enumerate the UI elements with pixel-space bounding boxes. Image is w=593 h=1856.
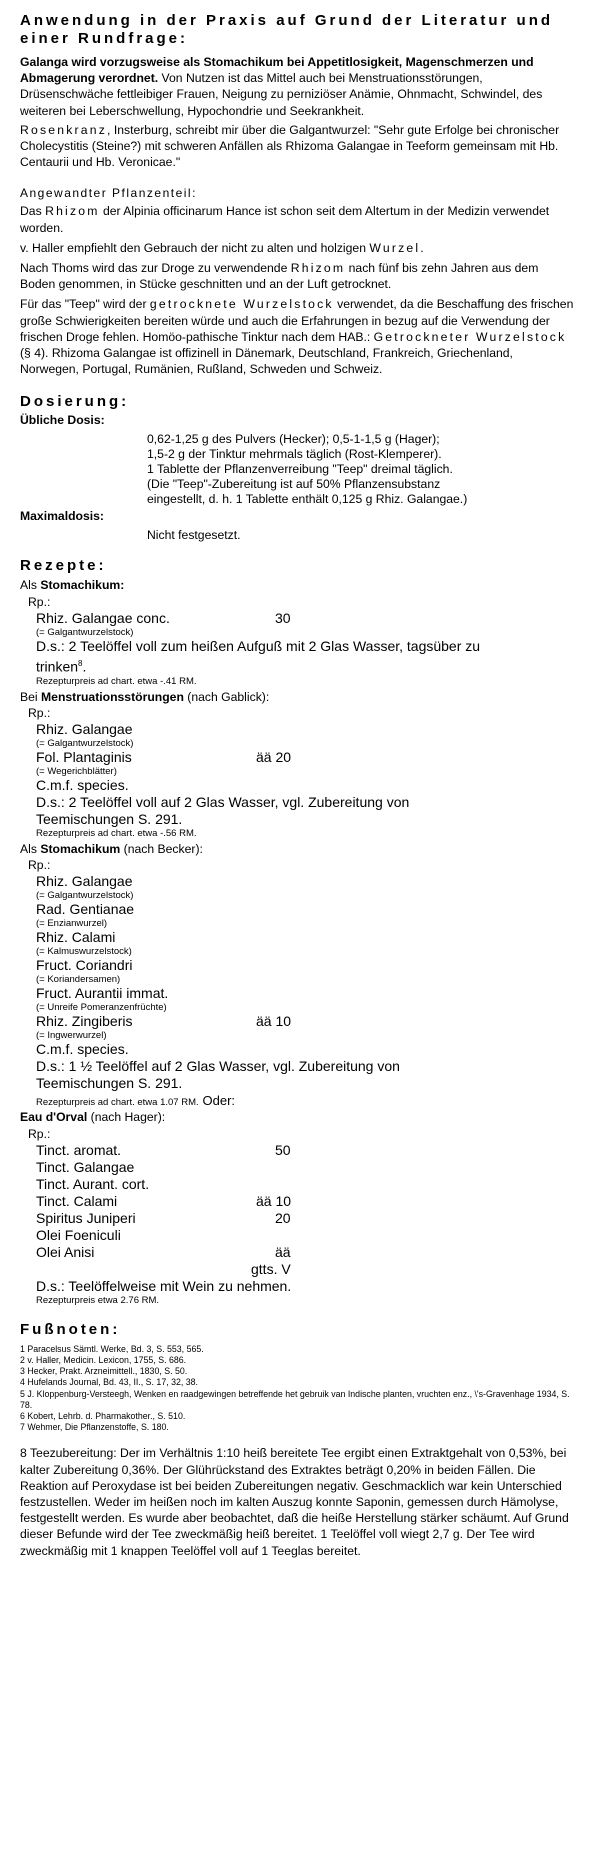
oder-label: Oder: <box>202 1093 236 1109</box>
directions: D.s.: 1 ½ Teelöffel auf 2 Glas Wasser, vgl. Zubereitung von <box>36 1058 400 1075</box>
footnote: 5 J. Kloppenburg-Versteegh, Wenken en raadgewingen betreffende het gebruik van Indische planten, vruchten enz., \'s-Gravenhage 1934, S. 78. <box>20 1388 570 1410</box>
ingredient-name: Olei Foeniculi <box>36 1226 121 1243</box>
directions-cont <box>36 655 575 676</box>
footnote: 3 Hecker, Prakt. Arzneimittell., 1830, S. 50. <box>20 1366 188 1377</box>
directions-cont: Teemischungen S. 291. <box>36 1075 183 1092</box>
ingredient-amount: ää 10 <box>256 1013 292 1030</box>
ingredient-name: Rhiz. Galangae conc. <box>36 609 170 626</box>
ingredient <box>36 749 575 766</box>
ingredient-name: Fruct. Coriandri <box>36 957 133 974</box>
ingredient <box>36 610 575 627</box>
directions-cont: Teemischungen S. 291. <box>36 810 183 827</box>
dose-line: 1 Tablette der Pflanzenverreibung "Teep" dreimal täglich. <box>147 462 453 477</box>
intro-bold-lead: Galanga wird vorzugsweise als Stomachikum bei Appetitlosigkeit, Magenschmerzen und Abmagerung verordnet. <box>20 55 534 86</box>
ingredient-translation: (= Galgantwurzelstock) <box>36 737 134 749</box>
recipe-price: Rezepturpreis ad chart. etwa -.41 RM. <box>36 675 197 687</box>
directions: D.s.: 2 Teelöffel voll auf 2 Glas Wasser, vgl. Zubereitung von <box>36 793 410 810</box>
ingredient-amount: 30 <box>275 609 291 626</box>
text: Für das "Teep" wird der <box>20 297 150 312</box>
rosenkranz-text: , Insterburg, schreibt mir über die Galgantwurzel: "Sehr gute Erfolge bei chronischer Cholecystitis (Steine?) mit schweren Anfällen als Rhizoma Galangae in Teeform gemeinsam mit Hb. Centaurii und Hb. Veronicae." <box>20 122 560 170</box>
ingredient-name: Rhiz. Galangae <box>36 873 133 890</box>
ingredient <box>36 1244 575 1261</box>
recipe-title: Stomachikum: <box>40 578 125 593</box>
text: der Alpinia officinarum Hance ist schon seit dem Altertum in der Medizin verwendet worden. <box>20 204 550 235</box>
spaced-term: Rhizom <box>290 261 346 276</box>
ingredient-amount: 50 <box>275 1141 291 1158</box>
dose-line: (Die "Teep"-Zubereitung ist auf 50% Pflanzensubstanz <box>147 477 441 492</box>
footnotes-section <box>20 1321 575 1559</box>
dose-line: eingestellt, d. h. 1 Tablette enthält 0,125 g Rhiz. Galangae.) <box>147 492 468 507</box>
intro-paragraph <box>20 54 575 119</box>
plant-part-heading: Angewandter Pflanzenteil: <box>20 186 197 201</box>
footnote-ref: 8 <box>78 658 83 668</box>
compounding-instruction: C.m.f. species. <box>36 776 129 793</box>
ingredient-translation: (= Koriandersamen) <box>36 974 121 986</box>
compounding-instruction: C.m.f. species. <box>36 1041 129 1058</box>
ingredient-translation: (= Wegerichblätter) <box>36 765 117 777</box>
plant-part-p1 <box>20 203 575 235</box>
recipes-heading: Rezepte: <box>20 557 107 575</box>
ingredient-translation: (= Enzianwurzel) <box>36 918 108 930</box>
rosenkranz-name: Rosenkranz <box>20 122 108 137</box>
text: v. Haller empfiehlt den Gebrauch der nicht zu alten und holzigen <box>20 240 370 255</box>
text: (nach Hager): <box>87 1110 166 1125</box>
rosenkranz-paragraph <box>20 122 575 171</box>
price-line <box>36 1092 575 1109</box>
directions: D.s.: Teelöffelweise mit Wein zu nehmen. <box>36 1277 292 1294</box>
footnote-8: 8 Teezubereitung: Der im Verhältnis 1:10 heiß bereitete Tee ergibt einen Extraktgehalt von 0,53%, bei kalter Zubereitung 0,36%. Der Glührückstand des Extraktes beträgt 0,20% in beiden Fällen. Die Reaktion auf Peroxydase ist bei beiden Zubereitungen negativ. Geschmacklich war kein Unterschied festzustellen. Weder im heißen noch im kalten Auszug konnte Saponin, gemessen durch Hämolyse, festgestellt werden. Es wurde aber beobachtet, daß die heiße Herstellung stärker schäumt. Auf Grund dieser Befunde wird der Tee zweckmäßig heiß bereitet. 1 Teelöffel voll wiegt 2,7 g. Der Tee wird zweckmäßig mit 1 knappen Teelöffel voll auf 1 Teeglas bereitet. <box>20 1446 569 1558</box>
ingredient-name: Rhiz. Zingiberis <box>36 1013 133 1030</box>
ingredient-amount: ää <box>275 1243 291 1260</box>
ingredient-translation: (= Galgantwurzelstock) <box>36 626 134 638</box>
ingredient-name: Rhiz. Galangae <box>36 720 133 737</box>
text: Als <box>20 841 41 856</box>
intro-section <box>20 12 575 170</box>
gtts-line <box>36 1261 575 1278</box>
rp-label: Rp.: <box>28 594 51 609</box>
footnote: 1 Paracelsus Sämtl. Werke, Bd. 3, S. 553, 565. <box>20 1343 204 1354</box>
ingredient-name: Spiritus Juniperi <box>36 1209 136 1226</box>
plant-part-p4 <box>20 296 575 377</box>
footnote-list <box>20 1344 575 1434</box>
rp-label: Rp.: <box>28 705 51 720</box>
recipe-stomachikum-1 <box>20 577 575 687</box>
ingredient-name: Tinct. Aurant. cort. <box>36 1175 150 1192</box>
footnote: 6 Kobert, Lehrb. d. Pharmakother., S. 510. <box>20 1410 186 1421</box>
ingredient-translation: (= Ingwerwurzel) <box>36 1030 107 1042</box>
rp-label: Rp.: <box>28 1126 51 1141</box>
recipe-body <box>20 705 575 840</box>
dosage-heading: Dosierung: <box>20 393 130 411</box>
ingredient <box>36 1013 575 1030</box>
ingredient-amount: ää 20 <box>256 748 292 765</box>
ingredient-name: Fruct. Aurantii immat. <box>36 985 169 1002</box>
spaced-term: getrocknete Wurzelstock <box>149 297 334 312</box>
usual-dose <box>20 413 575 543</box>
ingredient-translation: (= Kalmuswurzelstock) <box>36 946 132 958</box>
ingredient-name: Olei Anisi <box>36 1243 95 1260</box>
ingredient <box>36 1142 575 1159</box>
spaced-term: Rhizom <box>45 204 100 219</box>
ingredient-name: Tinct. Galangae <box>36 1158 135 1175</box>
text: Nach Thoms wird das zur Droge zu verwendende <box>20 261 291 276</box>
text: Das <box>20 204 46 219</box>
ingredient-name: Rad. Gentianae <box>36 901 135 918</box>
ingredient <box>36 1193 575 1210</box>
footnotes-heading: Fußnoten: <box>20 1320 121 1338</box>
dosage-section <box>20 393 575 543</box>
spaced-term: Wurzel <box>369 240 421 255</box>
footnote: 7 Wehmer, Die Pflanzenstoffe, S. 180. <box>20 1422 169 1433</box>
intro-text: Von Nutzen ist das Mittel auch bei Menstruationsstörungen, Drüsenschwäche fettleibiger Frauen, Neigung zu perniziöser Anämie, Ohnmacht, Schwindel, des weiteren bei Leberschwellung, Hypochondrie und Seekrankheit. <box>20 71 543 118</box>
recipe-title: Eau d'Orval <box>20 1110 88 1125</box>
recipe-price: Rezepturpreis etwa 2.76 RM. <box>36 1294 160 1306</box>
text: (nach Becker): <box>120 841 203 856</box>
recipe-body <box>20 594 575 688</box>
dose-line: 0,62-1,25 g des Pulvers (Hecker); 0,5-1-1,5 g (Hager); <box>147 432 440 447</box>
max-dose-label: Maximaldosis: <box>20 509 104 524</box>
recipe-body <box>20 857 575 1109</box>
text: D.s.: 2 Teelöffel voll zum heißen Aufguß mit 2 Glas Wasser, tagsüber zu <box>36 637 481 654</box>
ingredient-name: Tinct. aromat. <box>36 1141 122 1158</box>
ingredient-amount: ää 10 <box>256 1192 292 1209</box>
recipe-stomachikum-becker <box>20 841 575 1109</box>
recipe-eau-dorval <box>20 1109 575 1306</box>
ingredient <box>36 1159 575 1176</box>
ingredient-translation: (= Galgantwurzelstock) <box>36 890 134 902</box>
text: nach fünf bis zehn Jahren aus dem Boden genommen, in Stücke geschnitten und an der Luft getrocknet. <box>20 261 539 292</box>
dose-line: 1,5-2 g der Tinktur mehrmals täglich (Rost-Klemperer). <box>147 447 442 462</box>
ingredient-translation: (= Unreife Pomeranzenfrüchte) <box>36 1002 167 1014</box>
usual-dose-values <box>20 432 575 507</box>
intro-heading: Anwendung in der Praxis auf Grund der Literatur und einer Rundfrage: <box>20 12 554 47</box>
text: Bei <box>20 689 42 704</box>
spaced-term: Getrockneter Wurzelstock <box>373 329 567 344</box>
plant-part-section <box>20 185 575 377</box>
directions <box>36 638 575 655</box>
text: (nach Gablick): <box>183 689 270 704</box>
plant-part-p2 <box>20 240 575 256</box>
footnote: 4 Hufelands Journal, Bd. 43, II., S. 17, 32, 38. <box>20 1377 199 1388</box>
recipe-title: Stomachikum <box>40 841 121 856</box>
text: Als <box>20 578 41 593</box>
ingredient-name: Fol. Plantaginis <box>36 748 132 765</box>
text: verwendet, da die Beschaffung des frischen große Schwierigkeiten bereiten würde und auch die Erfahrungen in bezug auf die Verwendung der frischen Droge fehlen. Homöo-pathische Tinktur nach dem HAB.: <box>20 297 574 344</box>
recipe-body <box>20 1126 575 1307</box>
text: (§ 4). Rhizoma Galangae ist offizinell in Dänemark, Deutschland, Frankreich, Griechenland, Norwegen, Portugal, Rumänien, Rußland, Schweden und Schweiz. <box>20 346 513 377</box>
text: . <box>420 240 424 255</box>
ingredient-name: Tinct. Calami <box>36 1192 118 1209</box>
usual-dose-label: Übliche Dosis: <box>20 413 105 428</box>
recipe-title: Menstruationsstörungen <box>41 689 184 704</box>
recipe-menstruation <box>20 689 575 840</box>
recipe-price: Rezepturpreis ad chart. etwa 1.07 RM. <box>36 1097 199 1109</box>
ingredient <box>36 1210 575 1227</box>
text: . <box>82 658 87 675</box>
recipe-price: Rezepturpreis ad chart. etwa -.56 RM. <box>36 827 197 839</box>
plant-part-p3 <box>20 260 575 292</box>
ingredient <box>36 1176 575 1193</box>
rp-label: Rp.: <box>28 858 51 873</box>
ingredient-amount: gtts. V <box>251 1260 291 1277</box>
document-page <box>20 12 575 1559</box>
footnote: 2 v. Haller, Medicin. Lexicon, 1755, S. 686. <box>20 1354 187 1365</box>
ingredient <box>36 1227 575 1244</box>
ingredient-amount: 20 <box>275 1209 291 1226</box>
ingredient-name: Rhiz. Calami <box>36 929 116 946</box>
text: trinken <box>36 658 79 675</box>
max-dose-value: Nicht festgesetzt. <box>147 528 241 543</box>
recipes-section <box>20 557 575 1306</box>
